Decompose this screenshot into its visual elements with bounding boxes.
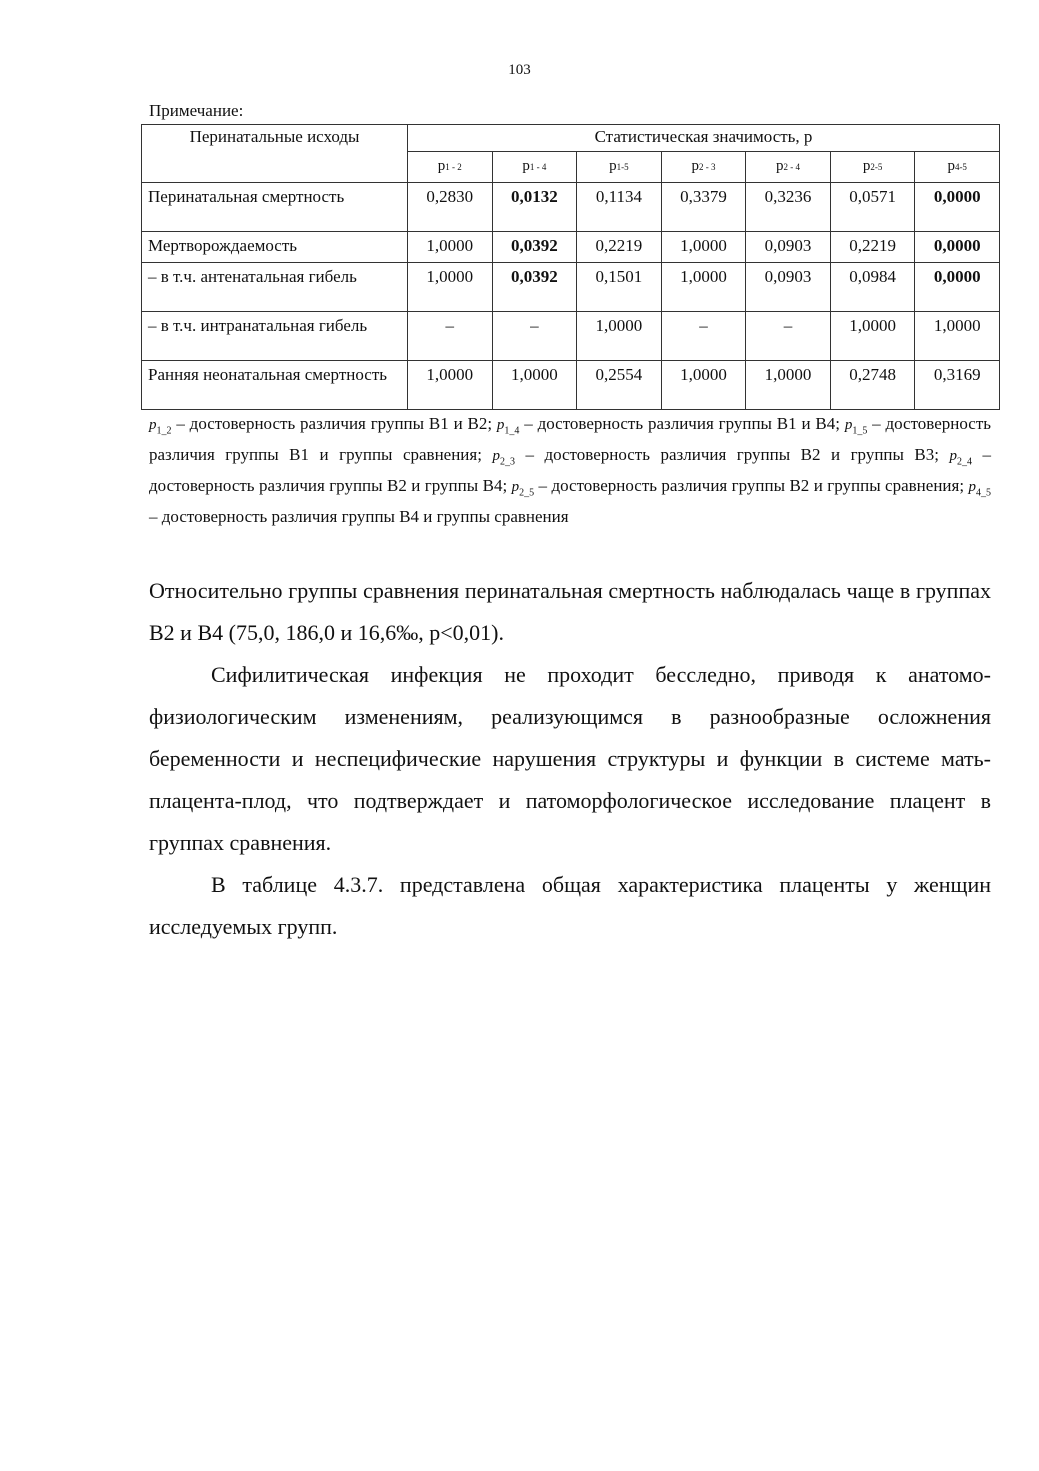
legend-symbol: p — [492, 447, 500, 464]
table-cell: 0,0000 — [915, 232, 1000, 263]
table-row — [142, 312, 1000, 361]
column-header: р1-5 — [577, 152, 662, 183]
row-label: Ранняя неонатальная смертность — [142, 361, 408, 410]
table-cell: 1,0000 — [661, 263, 746, 312]
table-cell: 1,0000 — [746, 361, 831, 410]
legend-symbol: p — [511, 478, 520, 495]
legend-symbol: p — [968, 478, 976, 495]
table-cell: 0,0903 — [746, 263, 831, 312]
legend-symbol: p — [844, 417, 853, 433]
table-cell: 0,0984 — [830, 263, 915, 312]
table-cell: 0,3379 — [661, 183, 746, 232]
table-legend — [149, 412, 991, 528]
table-cell: 1,0000 — [915, 312, 1000, 361]
group-header: Статистическая значимость, р — [408, 125, 1000, 152]
table-cell: 1,0000 — [577, 312, 662, 361]
column-header: р4-5 — [915, 152, 1000, 183]
legend-symbol: p — [949, 447, 957, 464]
paragraph: Сифилитическая инфекция не проходит бесследно, приводя к анатомо-физиологическим изменениям, реализующимся в разнообразные осложнения беременности и неспецифические нарушения структуры и функции в системе мать-плацента-плод, что подтверждает и патоморфологическое исследование плацент в группах сравнения. — [149, 662, 991, 855]
table-row — [142, 361, 1000, 410]
paragraph: В таблице 4.3.7. представлена общая характеристика плаценты у женщин исследуемых групп. — [149, 872, 991, 939]
table-cell: 1,0000 — [408, 361, 493, 410]
table-cell: 0,0392 — [492, 263, 577, 312]
table-row — [142, 232, 1000, 263]
table-cell: 0,2219 — [577, 232, 662, 263]
column-header: р2-5 — [830, 152, 915, 183]
column-header: р1 - 2 — [408, 152, 493, 183]
table-cell: 0,2830 — [408, 183, 493, 232]
table-cell: 1,0000 — [661, 361, 746, 410]
legend-subscript: 2_3 — [499, 456, 515, 468]
column-header: р1 - 4 — [492, 152, 577, 183]
paragraph: Относительно группы сравнения перинатальная смертность наблюдалась чаще в группах В2 и В4 (75,0, 186,0 и 16,6‰, р<0,01). — [149, 578, 991, 645]
table-row — [142, 263, 1000, 312]
table-cell: 0,3169 — [915, 361, 1000, 410]
legend-subscript: 4_5 — [975, 487, 991, 499]
table-cell: 0,2554 — [577, 361, 662, 410]
body-text — [149, 570, 991, 948]
table-cell: 0,2748 — [830, 361, 915, 410]
significance-table — [141, 124, 1000, 410]
table-cell: 0,3236 — [746, 183, 831, 232]
table-cell: 0,0132 — [492, 183, 577, 232]
legend-text: – достоверность различия группы В2 и группы сравнения; — [534, 475, 969, 495]
row-label: – в т.ч. интранатальная гибель — [142, 312, 408, 361]
table-row — [142, 183, 1000, 232]
legend-subscript: 2_5 — [519, 487, 535, 499]
table-cell: 1,0000 — [492, 361, 577, 410]
table-cell: 0,0000 — [915, 263, 1000, 312]
table-cell: – — [492, 312, 577, 361]
row-label: – в т.ч. антенатальная гибель — [142, 263, 408, 312]
legend-symbol: p — [149, 417, 157, 433]
table-cell: 0,0571 — [830, 183, 915, 232]
table-cell: 0,2219 — [830, 232, 915, 263]
legend-text: – достоверность различия группы В1 и группы сравнения; — [149, 414, 992, 464]
table-cell: 0,1501 — [577, 263, 662, 312]
legend-subscript: 1_2 — [156, 425, 172, 437]
legend-text: – достоверность различия группы В1 и В4; — [519, 414, 845, 433]
table-cell: 0,1134 — [577, 183, 662, 232]
table-cell: 0,0392 — [492, 232, 577, 263]
legend-text: – достоверность различия группы В4 и группы сравнения — [149, 506, 569, 526]
legend-subscript: 1_4 — [504, 425, 520, 437]
legend-text: – достоверность различия группы В2 и группы В3; — [514, 444, 950, 464]
table-cell: 1,0000 — [408, 263, 493, 312]
legend-subscript: 1_5 — [852, 425, 868, 437]
table-cell: – — [408, 312, 493, 361]
table-cell: – — [661, 312, 746, 361]
table-cell: 1,0000 — [830, 312, 915, 361]
legend-symbol: p — [496, 417, 505, 433]
table-cell: 1,0000 — [408, 232, 493, 263]
row-label: Перинатальная смертность — [142, 183, 408, 232]
row-label: Мертворождаемость — [142, 232, 408, 263]
legend-text: – достоверность различия группы В1 и В2; — [171, 414, 497, 433]
note-label: Примечание: — [149, 101, 244, 120]
page-number: 103 — [508, 62, 531, 78]
legend-text: – достоверность различия группы В2 и группы В4; — [149, 444, 991, 495]
column-header: р2 - 3 — [661, 152, 746, 183]
corner-header: Перинатальные исходы — [142, 125, 408, 183]
table-cell: 0,0000 — [915, 183, 1000, 232]
legend-subscript: 2_4 — [957, 456, 972, 468]
table-cell: – — [746, 312, 831, 361]
table-cell: 1,0000 — [661, 232, 746, 263]
table-cell: 0,0903 — [746, 232, 831, 263]
column-header: р2 - 4 — [746, 152, 831, 183]
